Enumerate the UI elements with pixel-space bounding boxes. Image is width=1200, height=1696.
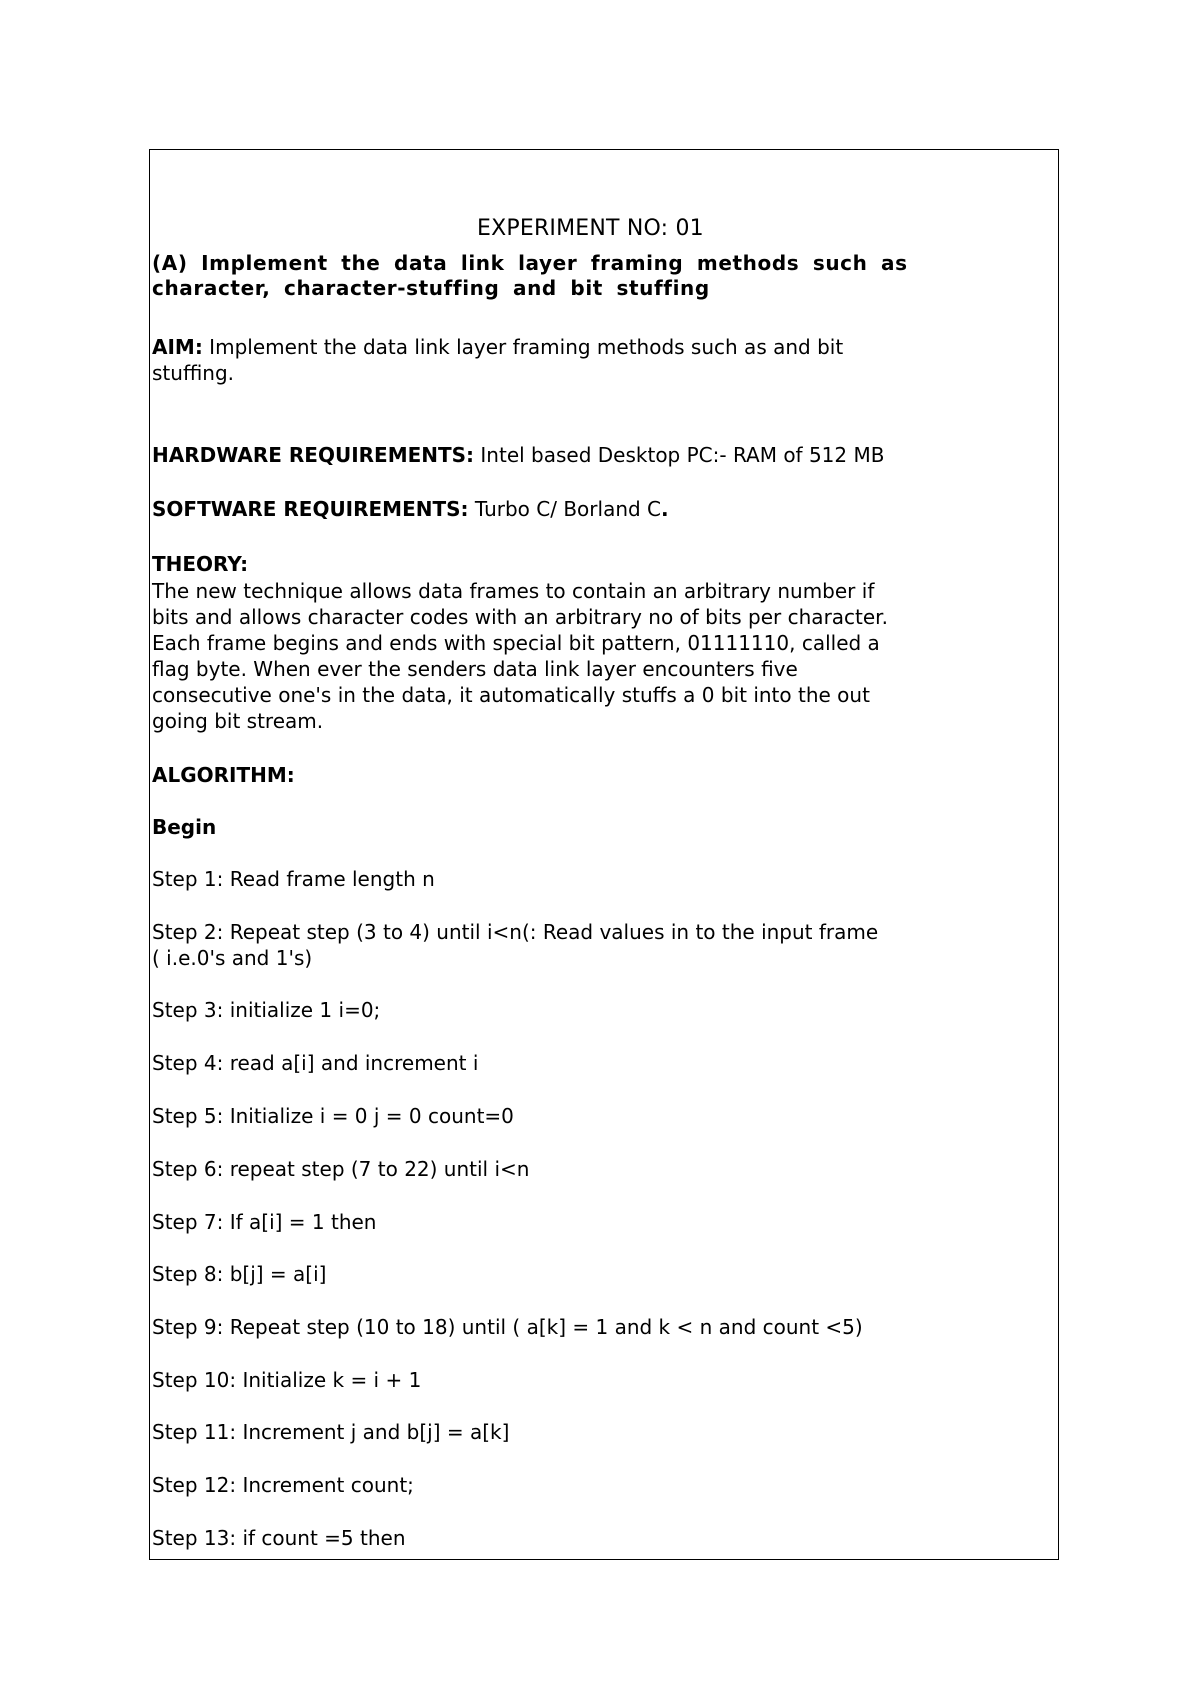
algorithm-step-continuation: ( i.e.0's and 1's) — [152, 946, 313, 970]
theory-line: The new technique allows data frames to contain an arbitrary number if — [152, 579, 875, 603]
algorithm-step: Step 3: initialize 1 i=0; — [152, 998, 381, 1022]
aim-line-1 — [152, 334, 843, 360]
hardware-requirements — [152, 442, 884, 468]
algorithm-step: Step 7: If a[i] = 1 then — [152, 1210, 377, 1234]
algorithm-step: Step 11: Increment j and b[j] = a[k] — [152, 1420, 510, 1444]
software-period: . — [661, 497, 669, 521]
algorithm-step: Step 5: Initialize i = 0 j = 0 count=0 — [152, 1104, 514, 1128]
algorithm-step: Step 13: if count =5 then — [152, 1526, 406, 1550]
theory-line: flag byte. When ever the senders data link layer encounters five — [152, 657, 798, 681]
page-frame — [149, 149, 1059, 1560]
algorithm-step: Step 8: b[j] = a[i] — [152, 1262, 327, 1286]
algorithm-step: Step 6: repeat step (7 to 22) until i<n — [152, 1157, 530, 1181]
algorithm-step: Step 4: read a[i] and increment i — [152, 1051, 479, 1075]
aim-text: Implement the data link layer framing methods such as and bit — [202, 335, 844, 359]
aim-line-2: stuffing. — [152, 361, 235, 385]
algorithm-step: Step 2: Repeat step (3 to 4) until i<n(: Read values in to the input frame — [152, 920, 879, 944]
subtitle-line-1: (A) Implement the data link layer framing methods such as — [152, 251, 908, 275]
algorithm-step: Step 12: Increment count; — [152, 1473, 414, 1497]
theory-line: going bit stream. — [152, 709, 324, 733]
hardware-label: HARDWARE REQUIREMENTS: — [152, 443, 475, 467]
experiment-title: EXPERIMENT NO: 01 — [477, 216, 704, 241]
hardware-text: Intel based Desktop PC:- RAM of 512 MB — [474, 443, 885, 467]
algorithm-step: Step 1: Read frame length n — [152, 867, 435, 891]
aim-label: AIM: — [152, 335, 203, 359]
subtitle-line-2: character, character-stuffing and bit stuffing — [152, 276, 710, 300]
algorithm-step: Step 10: Initialize k = i + 1 — [152, 1368, 422, 1392]
theory-label: THEORY: — [152, 552, 249, 576]
theory-line: Each frame begins and ends with special bit pattern, 01111110, called a — [152, 631, 880, 655]
software-requirements — [152, 496, 669, 522]
software-label: SOFTWARE REQUIREMENTS: — [152, 497, 469, 521]
software-text: Turbo C/ Borland C — [468, 497, 662, 521]
theory-line: consecutive one's in the data, it automatically stuffs a 0 bit into the out — [152, 683, 870, 707]
algorithm-step: Step 9: Repeat step (10 to 18) until ( a[k] = 1 and k < n and count <5) — [152, 1315, 863, 1339]
theory-line: bits and allows character codes with an arbitrary no of bits per character. — [152, 605, 888, 629]
begin-label: Begin — [152, 815, 217, 839]
algorithm-label: ALGORITHM: — [152, 763, 295, 787]
